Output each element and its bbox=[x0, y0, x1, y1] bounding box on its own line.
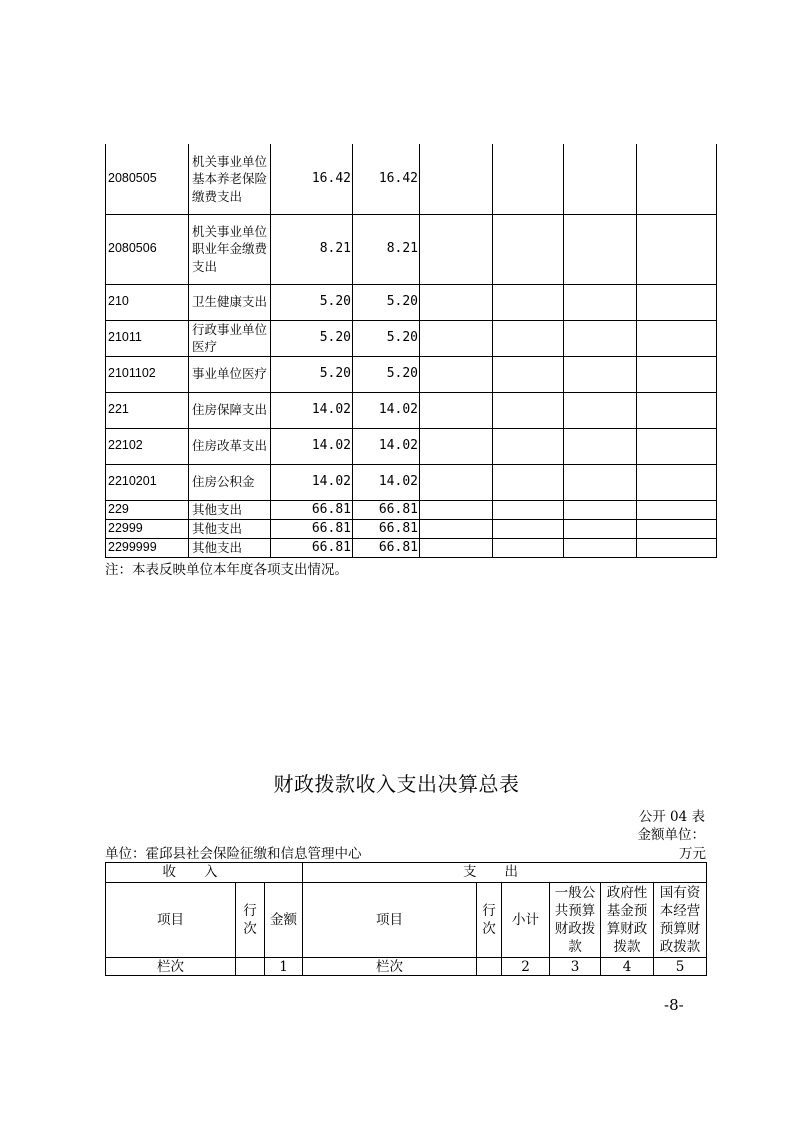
row-empty-cell bbox=[564, 144, 637, 214]
row-value-2: 66.81 bbox=[353, 500, 420, 519]
row-empty-cell bbox=[493, 464, 564, 500]
row-empty-cell bbox=[564, 538, 637, 557]
row-empty-cell bbox=[493, 356, 564, 392]
row-empty-cell bbox=[637, 144, 717, 214]
table-row bbox=[106, 464, 717, 500]
row-name: 事业单位医疗 bbox=[189, 356, 271, 392]
row-value-2: 5.20 bbox=[353, 320, 420, 356]
table-row bbox=[106, 214, 717, 284]
amount-unit-label: 金额单位： bbox=[637, 827, 705, 843]
row-empty-cell bbox=[637, 519, 717, 538]
colno-2: 2 bbox=[502, 958, 550, 976]
table-row bbox=[106, 428, 717, 464]
row-name: 机关事业单位职业年金缴费支出 bbox=[189, 214, 271, 284]
table-row bbox=[106, 392, 717, 428]
row-value-2: 16.42 bbox=[353, 144, 420, 214]
table-row bbox=[106, 500, 717, 519]
row-empty-cell bbox=[564, 320, 637, 356]
colno-blank-2 bbox=[477, 958, 502, 976]
colno-label-expense: 栏次 bbox=[303, 958, 477, 976]
row-value-1: 66.81 bbox=[271, 538, 353, 557]
row-empty-cell bbox=[420, 464, 493, 500]
row-empty-cell bbox=[637, 214, 717, 284]
row-empty-cell bbox=[637, 392, 717, 428]
colno-label-income: 栏次 bbox=[106, 958, 236, 976]
row-value-2: 5.20 bbox=[353, 284, 420, 320]
row-value-1: 8.21 bbox=[271, 214, 353, 284]
row-empty-cell bbox=[420, 538, 493, 557]
row-value-2: 66.81 bbox=[353, 538, 420, 557]
row-empty-cell bbox=[637, 500, 717, 519]
table-row bbox=[106, 538, 717, 557]
row-empty-cell bbox=[493, 392, 564, 428]
row-empty-cell bbox=[564, 500, 637, 519]
row-code: 210 bbox=[106, 284, 189, 320]
col-item-income: 项目 bbox=[106, 883, 236, 958]
colno-4: 4 bbox=[601, 958, 654, 976]
row-empty-cell bbox=[420, 320, 493, 356]
organization-name: 单位：霍邱县社会保险征缴和信息管理中心 bbox=[105, 846, 362, 862]
row-empty-cell bbox=[564, 356, 637, 392]
row-empty-cell bbox=[564, 392, 637, 428]
row-empty-cell bbox=[564, 464, 637, 500]
row-empty-cell bbox=[420, 428, 493, 464]
row-value-2: 14.02 bbox=[353, 392, 420, 428]
col-amount-income: 金额 bbox=[265, 883, 303, 958]
row-value-2: 66.81 bbox=[353, 519, 420, 538]
row-empty-cell bbox=[564, 428, 637, 464]
row-empty-cell bbox=[493, 428, 564, 464]
table-row bbox=[106, 284, 717, 320]
row-empty-cell bbox=[420, 144, 493, 214]
row-empty-cell bbox=[420, 519, 493, 538]
table-note: 注：本表反映单位本年度各项支出情况。 bbox=[105, 562, 348, 578]
colno-1: 1 bbox=[265, 958, 303, 976]
col-gov-fund: 政府性基金预算财政拨款 bbox=[601, 883, 654, 958]
row-empty-cell bbox=[420, 356, 493, 392]
income-header: 收入 bbox=[106, 863, 303, 883]
row-value-1: 5.20 bbox=[271, 284, 353, 320]
row-value-1: 66.81 bbox=[271, 519, 353, 538]
col-general-budget: 一般公共预算财政拨款 bbox=[550, 883, 601, 958]
row-code: 22102 bbox=[106, 428, 189, 464]
row-value-1: 14.02 bbox=[271, 464, 353, 500]
row-empty-cell bbox=[420, 284, 493, 320]
col-line-income: 行次 bbox=[236, 883, 265, 958]
table-row bbox=[106, 519, 717, 538]
fiscal-appropriation-summary-table bbox=[105, 862, 707, 976]
row-value-1: 14.02 bbox=[271, 428, 353, 464]
row-empty-cell bbox=[493, 284, 564, 320]
row-empty-cell bbox=[637, 428, 717, 464]
row-name: 卫生健康支出 bbox=[189, 284, 271, 320]
row-empty-cell bbox=[637, 464, 717, 500]
row-empty-cell bbox=[493, 519, 564, 538]
row-code: 2080505 bbox=[106, 144, 189, 214]
row-name: 住房保障支出 bbox=[189, 392, 271, 428]
row-empty-cell bbox=[493, 144, 564, 214]
page-number: -8- bbox=[664, 996, 684, 1014]
row-empty-cell bbox=[564, 214, 637, 284]
row-value-1: 5.20 bbox=[271, 320, 353, 356]
row-empty-cell bbox=[493, 538, 564, 557]
col-item-expense: 项目 bbox=[303, 883, 477, 958]
row-empty-cell bbox=[420, 392, 493, 428]
row-value-1: 5.20 bbox=[271, 356, 353, 392]
expenditure-detail-table bbox=[105, 144, 717, 558]
row-code: 221 bbox=[106, 392, 189, 428]
col-subtotal: 小计 bbox=[502, 883, 550, 958]
row-empty-cell bbox=[564, 284, 637, 320]
form-number: 公开 04 表 bbox=[638, 809, 705, 825]
row-empty-cell bbox=[493, 320, 564, 356]
unit-line bbox=[105, 842, 706, 862]
row-empty-cell bbox=[637, 538, 717, 557]
row-empty-cell bbox=[420, 500, 493, 519]
row-value-2: 5.20 bbox=[353, 356, 420, 392]
row-name: 住房改革支出 bbox=[189, 428, 271, 464]
row-name: 其他支出 bbox=[189, 500, 271, 519]
row-code: 2210201 bbox=[106, 464, 189, 500]
row-code: 22999 bbox=[106, 519, 189, 538]
row-name: 其他支出 bbox=[189, 519, 271, 538]
row-empty-cell bbox=[493, 500, 564, 519]
table-row bbox=[106, 320, 717, 356]
row-code: 21011 bbox=[106, 320, 189, 356]
row-value-1: 14.02 bbox=[271, 392, 353, 428]
colno-3: 3 bbox=[550, 958, 601, 976]
row-code: 2080506 bbox=[106, 214, 189, 284]
col-line-expense: 行次 bbox=[477, 883, 502, 958]
row-name: 行政事业单位医疗 bbox=[189, 320, 271, 356]
row-name: 其他支出 bbox=[189, 538, 271, 557]
table-row bbox=[106, 144, 717, 214]
row-name: 机关事业单位基本养老保险缴费支出 bbox=[189, 144, 271, 214]
row-empty-cell bbox=[493, 214, 564, 284]
row-empty-cell bbox=[637, 356, 717, 392]
amount-unit-value: 万元 bbox=[679, 846, 706, 862]
row-code: 2101102 bbox=[106, 356, 189, 392]
expense-header: 支出 bbox=[303, 863, 707, 883]
page-title: 财政拨款收入支出决算总表 bbox=[273, 772, 520, 796]
row-name: 住房公积金 bbox=[189, 464, 271, 500]
row-empty-cell bbox=[420, 214, 493, 284]
row-empty-cell bbox=[637, 320, 717, 356]
row-empty-cell bbox=[564, 519, 637, 538]
table-row bbox=[106, 356, 717, 392]
row-value-2: 8.21 bbox=[353, 214, 420, 284]
row-value-2: 14.02 bbox=[353, 464, 420, 500]
row-value-1: 16.42 bbox=[271, 144, 353, 214]
colno-blank bbox=[236, 958, 265, 976]
col-state-capital: 国有资本经营预算财政拨款 bbox=[654, 883, 707, 958]
row-empty-cell bbox=[637, 284, 717, 320]
row-code: 229 bbox=[106, 500, 189, 519]
row-value-1: 66.81 bbox=[271, 500, 353, 519]
row-value-2: 14.02 bbox=[353, 428, 420, 464]
row-code: 2299999 bbox=[106, 538, 189, 557]
colno-5: 5 bbox=[654, 958, 707, 976]
